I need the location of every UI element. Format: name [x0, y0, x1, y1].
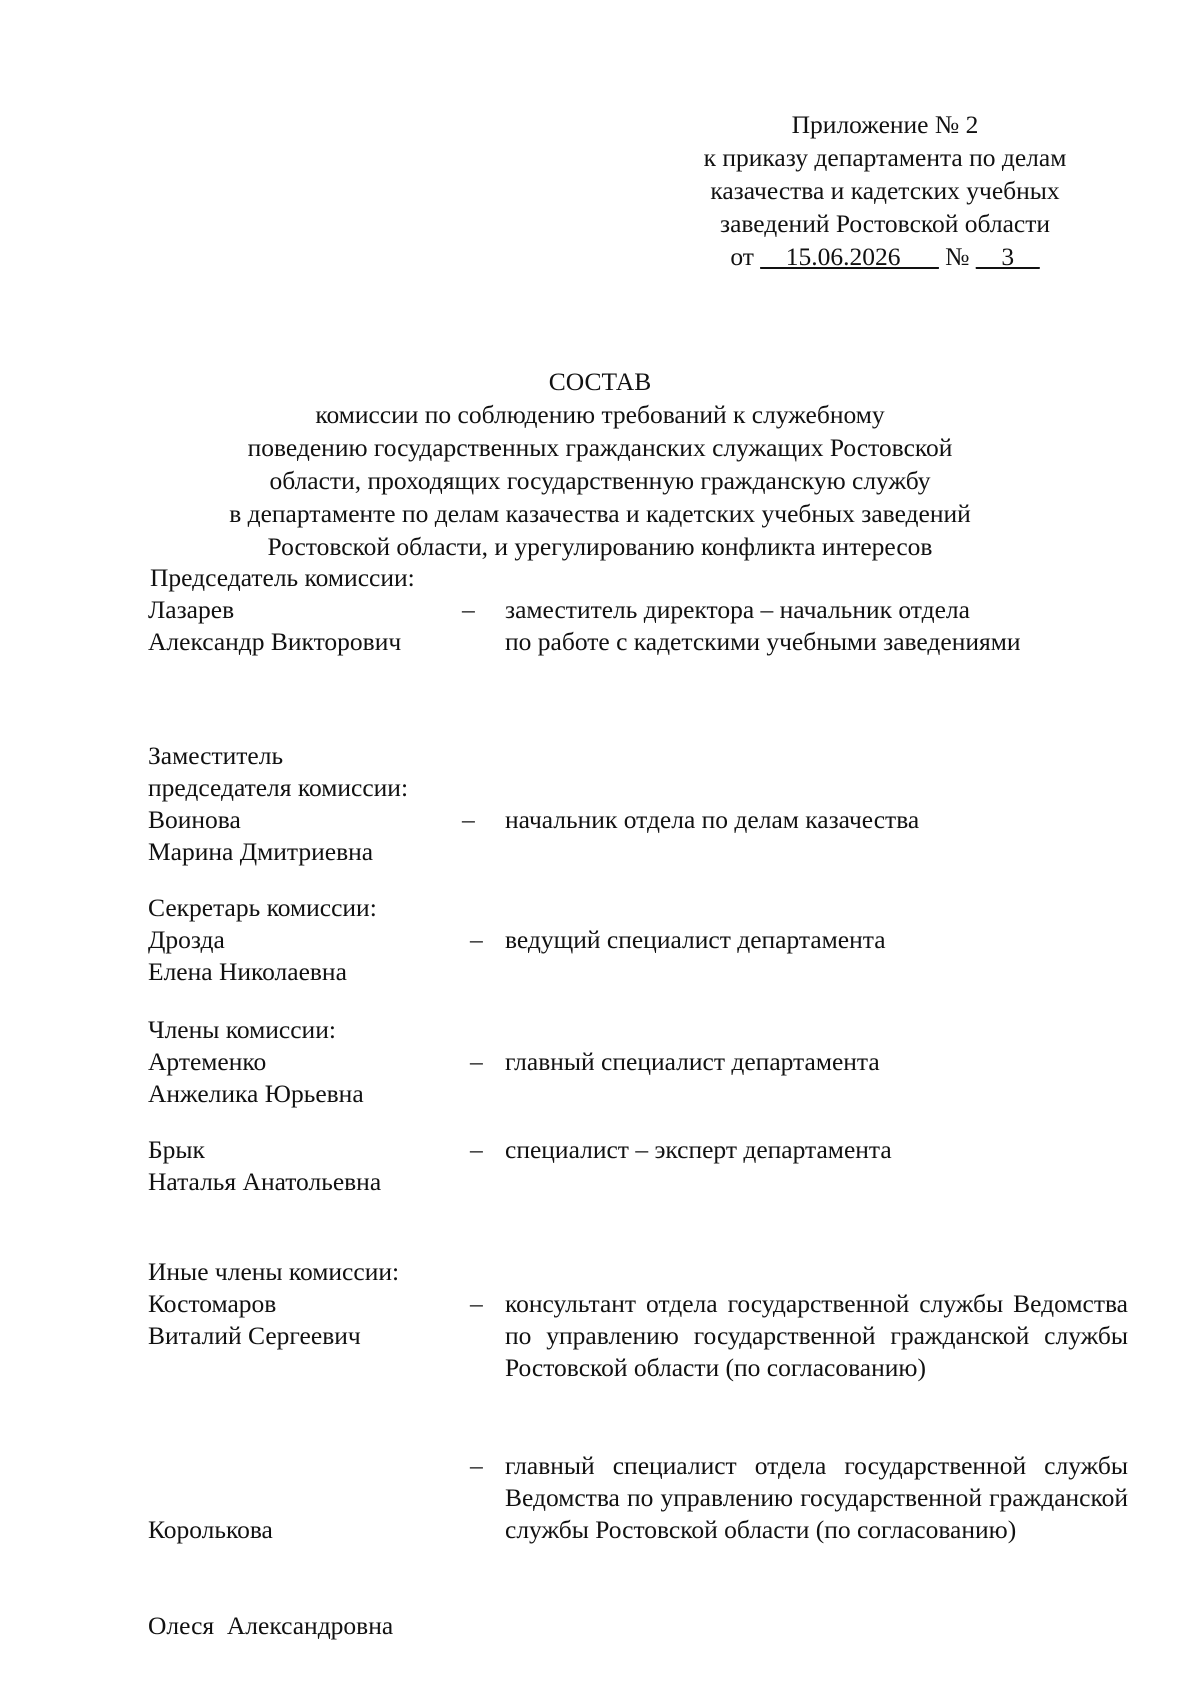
- group-title: Председатель комиссии:: [150, 563, 415, 592]
- member-dash: –: [462, 805, 475, 834]
- deputy-group-title: [148, 740, 408, 804]
- member-surname: Лазарев: [148, 595, 235, 624]
- title-line: комиссии по соблюдению требований к служебному: [315, 400, 885, 429]
- secretary-group-title: Секретарь комиссии:: [148, 893, 377, 922]
- member-position: главный специалист департамента: [505, 1047, 880, 1076]
- member-surname: Артеменко: [148, 1047, 267, 1076]
- group-title: председателя комиссии:: [148, 773, 409, 802]
- member-given-name: Виталий Сергеевич: [148, 1321, 361, 1350]
- member-given-name: Елена Николаевна: [148, 957, 347, 986]
- member-surname: Дрозда: [148, 925, 225, 954]
- member-given-name: Олеся Александровна: [148, 1611, 394, 1640]
- member-dash: –: [462, 595, 475, 624]
- member-name: [148, 804, 373, 868]
- member-name: [148, 1288, 361, 1352]
- member-dash: –: [470, 1289, 483, 1318]
- member-row: [148, 594, 448, 658]
- appendix-department-line: казачества и кадетских учебных: [710, 176, 1060, 205]
- member-position: [505, 594, 1021, 658]
- member-name: [148, 1046, 364, 1110]
- member-name: [148, 1134, 381, 1198]
- appendix-date-line: [660, 240, 1110, 273]
- group-title: Заместитель: [148, 741, 284, 770]
- order-date: __15.06.2026___: [760, 242, 939, 271]
- member-given-name: Александр Викторович: [148, 627, 402, 656]
- member-given-name: Марина Дмитриевна: [148, 837, 374, 866]
- title-line: Ростовской области, и урегулированию конфликта интересов: [267, 532, 933, 561]
- member-name: [148, 924, 347, 988]
- document-title: [150, 365, 1050, 563]
- title-line: области, проходящих государственную гражданскую службу: [269, 466, 931, 495]
- appendix-header: [660, 108, 1110, 273]
- member-position: ведущий специалист департамента: [505, 925, 886, 954]
- number-prefix: №: [945, 242, 970, 271]
- members-group-title: Члены комиссии:: [148, 1015, 336, 1044]
- member-given-name: Наталья Анатольевна: [148, 1167, 382, 1196]
- member-dash: –: [470, 1451, 483, 1480]
- member-position: специалист – эксперт департамента: [505, 1135, 892, 1164]
- appendix-region-line: заведений Ростовской области: [720, 209, 1050, 238]
- order-number: __3__: [975, 242, 1040, 271]
- appendix-number: Приложение № 2: [791, 110, 979, 139]
- member-given-name: Анжелика Юрьевна: [148, 1079, 364, 1108]
- title-heading: СОСТАВ: [548, 367, 652, 396]
- member-name: [148, 594, 448, 658]
- title-line: поведению государственных гражданских служащих Ростовской: [247, 433, 953, 462]
- chairman-group: [150, 562, 415, 594]
- member-name: [148, 1450, 393, 1706]
- member-dash: –: [470, 1135, 483, 1164]
- member-position: консультант отдела государственной службы Ведомства по управлению государственной гражданской службы Ростовской области (по согласованию): [505, 1289, 1128, 1382]
- member-surname: Королькова: [148, 1515, 273, 1544]
- member-surname: Костомаров: [148, 1289, 277, 1318]
- title-line: в департаменте по делам казачества и кадетских учебных заведений: [229, 499, 971, 528]
- member-dash: –: [470, 925, 483, 954]
- member-position: главный специалист отдела государственной службы Ведомства по управлению государственной гражданской службы Ростовской области (по согласованию): [505, 1451, 1128, 1544]
- member-surname: Воинова: [148, 805, 241, 834]
- member-position: начальник отдела по делам казачества: [505, 805, 920, 834]
- appendix-order-line: к приказу департамента по делам: [703, 143, 1067, 172]
- position-line: по работе с кадетскими учебными заведениями: [505, 627, 1021, 656]
- member-surname: Брык: [148, 1135, 205, 1164]
- member-dash: –: [470, 1047, 483, 1076]
- others-group-title: Иные члены комиссии:: [148, 1257, 400, 1286]
- position-line: заместитель директора – начальник отдела: [505, 595, 970, 624]
- date-prefix: от: [730, 242, 754, 271]
